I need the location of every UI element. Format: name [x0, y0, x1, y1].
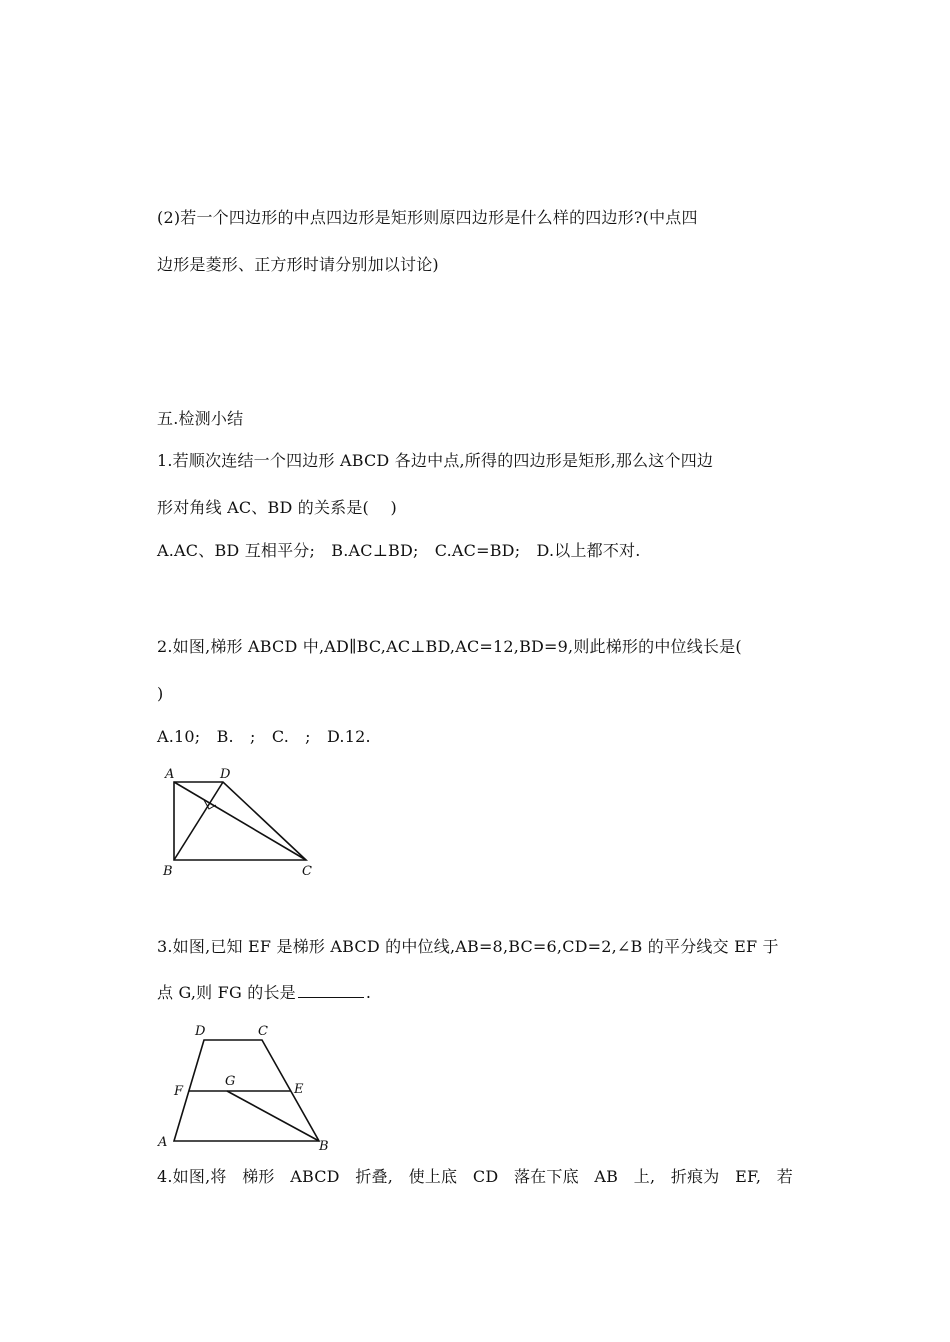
q1-options: A.AC、BD 互相平分; B.AC⊥BD; C.AC=BD; D.以上都不对. — [157, 541, 641, 560]
q2-label-c: C — [302, 864, 312, 879]
q2-diagonal-bd — [174, 782, 223, 860]
q4-word: AB — [594, 1167, 619, 1186]
q2-label-a: A — [165, 767, 175, 782]
q4-word: ABCD — [290, 1167, 340, 1186]
q4-word: 若 — [776, 1167, 793, 1186]
q3-label-f: F — [174, 1084, 184, 1099]
q2-diagonal-ac — [174, 782, 306, 860]
q3-label-c: C — [258, 1024, 268, 1039]
q3-label-b: B — [319, 1139, 329, 1154]
q1-line-2: 形对角线 AC、BD 的关系是( ) — [157, 498, 397, 517]
q3-line-2-end: . — [365, 983, 372, 1002]
q2-options: A.10; B. ; C. ; D.12. — [157, 727, 371, 746]
q2-trapezoid-figure — [160, 765, 320, 880]
q4-word: 折叠, — [355, 1167, 394, 1186]
question-2-line-2: 边形是菱形、正方形时请分别加以讨论) — [157, 255, 439, 274]
q2-label-b: B — [163, 864, 173, 879]
q4-word: 折痕为 — [670, 1167, 720, 1186]
q4-word: 上, — [633, 1167, 656, 1186]
q3-label-e: E — [294, 1082, 304, 1097]
q3-line-2 — [157, 983, 371, 1003]
question-2-line-1: (2)若一个四边形的中点四边形是矩形则原四边形是什么样的四边形?(中点四 — [157, 208, 698, 227]
q2-label-d: D — [220, 767, 231, 782]
q3-line-2-text: 点 G,则 FG 的长是 — [157, 983, 296, 1002]
q4-line-1 — [157, 1167, 793, 1187]
q3-label-d: D — [195, 1024, 206, 1039]
q3-trapezoid-figure — [155, 1022, 340, 1152]
q4-word: 4.如图,将 — [157, 1167, 227, 1186]
q4-word: CD — [472, 1167, 499, 1186]
q2-line-2: ) — [157, 684, 164, 703]
q3-line-1: 3.如图,已知 EF 是梯形 ABCD 的中位线,AB=8,BC=6,CD=2,∠B 的平分线交 EF 于 — [157, 937, 779, 956]
q3-label-g: G — [225, 1074, 236, 1089]
q2-line-1: 2.如图,梯形 ABCD 中,AD∥BC,AC⊥BD,AC=12,BD=9,则此梯形的中位线长是( — [157, 637, 742, 656]
section-heading: 五.检测小结 — [157, 409, 244, 428]
q4-word: 使上底 — [408, 1167, 458, 1186]
q1-line-1: 1.若顺次连结一个四边形 ABCD 各边中点,所得的四边形是矩形,那么这个四边 — [157, 451, 714, 470]
q3-label-a: A — [158, 1135, 168, 1150]
q3-answer-blank[interactable] — [298, 983, 364, 998]
q4-word: 梯形 — [242, 1167, 275, 1186]
q4-word: 落在下底 — [513, 1167, 579, 1186]
q4-word: EF, — [735, 1167, 762, 1186]
